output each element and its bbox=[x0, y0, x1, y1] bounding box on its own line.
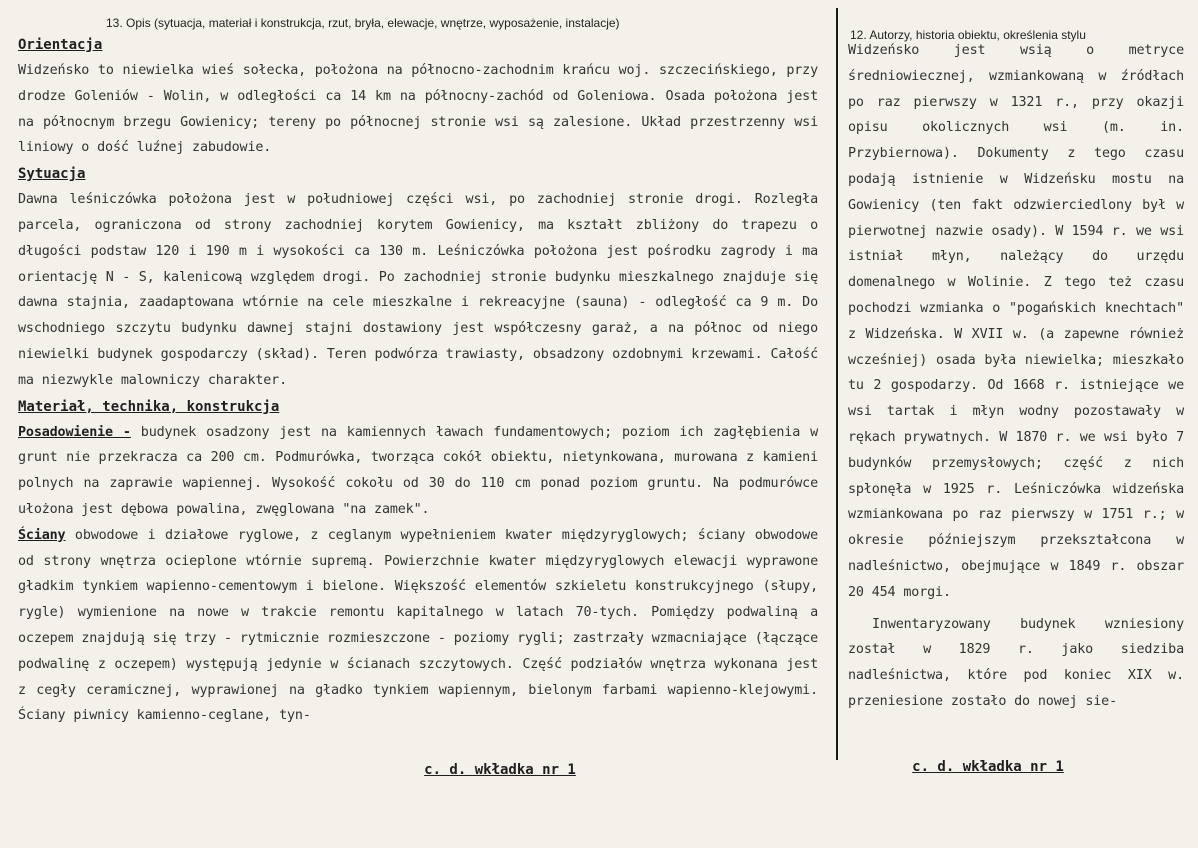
body-posadowienie: budynek osadzony jest na kamiennych ławach fundamentowych; poziom ich zagłębienia w grunt nie przekracza ca 200 cm. Podmurówka, tworząca cokół obiektu, nietynkowana, murowana z kamieni polnych na zaprawie wapiennej. Wysokość cokołu od 30 do 110 cm ponad poziom gruntu. Na podmurówce ułożona jest dębowa powalina, zwęglowana "na zamek". bbox=[18, 424, 818, 517]
description-header: 13. Opis (sytuacja, materiał i konstrukcja, rzut, bryła, elewacje, wnętrze, wyposażenie, instalacje) bbox=[106, 16, 620, 30]
description-column bbox=[18, 14, 818, 729]
section-sytuacja bbox=[18, 161, 818, 393]
label-posadowienie: Posadowienie - bbox=[18, 424, 131, 440]
text-sytuacja: Dawna leśniczówka położona jest w południowej części wsi, po zachodniej stronie drogi. Rozległa parcela, ograniczona od strony zachodniej korytem Gowienicy, ma kształt zbliżony do trapezu o długości podstaw 120 i 190 m i wysokości ca 130 m. Leśniczówka położona jest pośrodku zagrody i ma orientację N - S, kalenicową względem drogi. Po zachodniej stronie budynku mieszkalnego znajduje się dawna stajnia, zaadaptowana wtórnie na cele mieszkalne i rekreacyjne (sauna) - odległość ca 9 m. Do wschodniego szczytu budynku dawnej stajni dostawiony jest współczesny garaż, a na północ od niego niewielki budynek gospodarczy (skład). Teren podwórza trawiasty, obsadzony ozdobnymi krzewami. Całość ma niezwykle malowniczy charakter. bbox=[18, 192, 818, 388]
section-material bbox=[18, 394, 818, 730]
text-history-1: Widzeńsko jest wsią o metryce średniowiecznej, wzmiankowaną w źródłach po raz pierwszy w 1321 r., przy okazji opisu okolicznych wsi (m. in. Przybiernowa). Dokumenty z tego czasu podają istnienie w Widzeńsku mostu na Gowienicy (ten fakt odzwierciedlony był w pierwotnej nazwie osady). W 1594 r. we wsi istniał młyn, należący do urzędu domenalnego w Wolinie. Z tego też czasu pochodzi wzmianka o "pogańskich knechtach" z Widzeńska. W XVII w. (a zapewne również wcześniej) osada była niewielka; mieszkało tu 2 gospodarzy. Od 1668 r. istniejące we wsi tartak i młyn wodny pozostawały w rękach prywatnych. W 1870 r. we wsi było 7 budynków przemysłowych; część z nich spłonęła w 1925 r. Leśniczówka widzeńska wzmiankowana po raz pierwszy w 1751 r.; w okresie późniejszym przekształcona w nadleśnictwo, obejmujące w 1849 r. obszar 20 454 morgi. bbox=[848, 43, 1184, 600]
column-divider bbox=[836, 8, 838, 760]
history-column bbox=[848, 14, 1184, 715]
continuation-note-right: c. d. wkładka nr 1 bbox=[912, 759, 1064, 775]
text-orientacja: Widzeńsko to niewielka wieś sołecka, położona na północno-zachodnim krańcu woj. szczecińskiego, przy drodze Goleniów - Wolin, w odległości ca 14 km na północny-zachód od Goleniowa. Osada położona jest na północnym brzegu Gowienicy; tereny po północnej stronie wsi są zalesione. Układ przestrzenny wsi liniowy o dość luźnej zabudowie. bbox=[18, 63, 818, 156]
continuation-note-left: c. d. wkładka nr 1 bbox=[424, 762, 576, 778]
heading-sytuacja: Sytuacja bbox=[18, 166, 86, 183]
text-sciany bbox=[18, 523, 818, 729]
heading-orientacja: Orientacja bbox=[18, 37, 103, 53]
body-sciany: obwodowe i działowe ryglowe, z ceglanym wypełnieniem kwater międzyryglowych; ściany obwodowe od strony wnętrza ocieplone wtórnie supremą. Powierzchnie kwater międzyryglowych elewacji wyprawone gładkim tynkiem wapienno-cementowym i bielone. Większość elementów szkieletu konstrukcyjnego (słupy, rygle) wymienione na nowe w trakcie remontu kapitalnego w latach 70-tych. Pomiędzy podwaliną a oczepem znajdują się trzy - rytmicznie rozmieszczone - poziomy rygli; zastrzały wzmacniające (łączące podwalinę z oczepem) występują jedynie w ścianach szczytowych. Część podziałów wnętrza wykonana jest z cegły ceramicznej, wyprawionej na gładko tynkiem wapiennym, bielonym farbami wapienno-klejowymi. Ściany piwnicy kamienno-ceglane, tyn- bbox=[18, 527, 818, 724]
history-header: 12. Autorzy, historia obiektu, określenia stylu bbox=[850, 28, 1086, 42]
label-sciany: Ściany bbox=[18, 527, 66, 543]
section-orientacja bbox=[18, 32, 818, 161]
heading-material: Materiał, technika, konstrukcja bbox=[18, 398, 280, 415]
text-posadowienie bbox=[18, 420, 818, 523]
text-history-2: Inwentaryzowany budynek wzniesiony został w 1829 r. jako siedziba nadleśnictwa, które pod koniec XIX w. przeniesione zostało do nowej sie- bbox=[848, 616, 1184, 709]
